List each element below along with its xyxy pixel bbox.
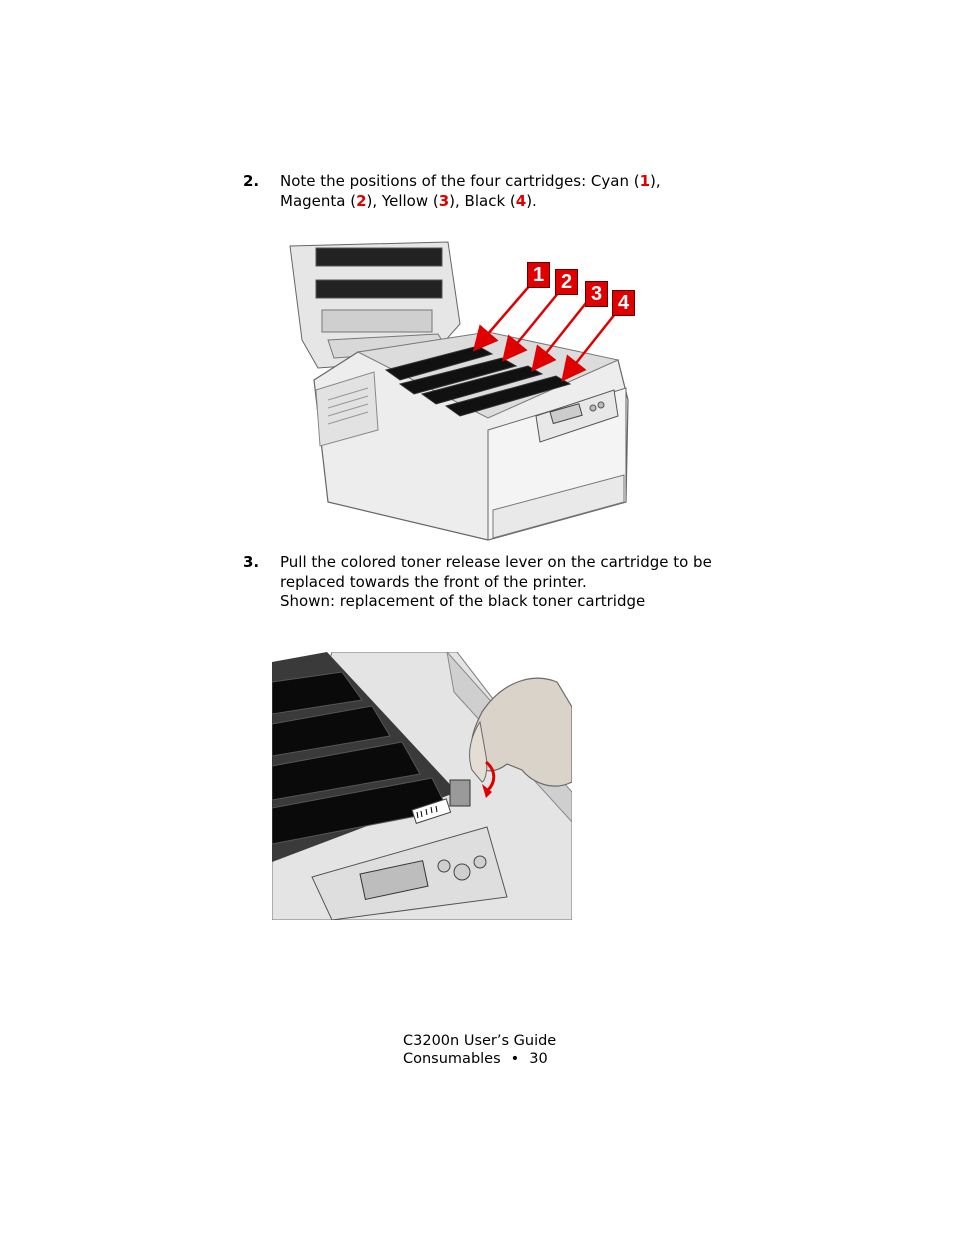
step-number: 3. <box>243 553 260 571</box>
step-2-line-1 <box>280 172 760 192</box>
callout-1: 1 <box>527 262 550 288</box>
printer-cartridges-figure <box>288 240 633 542</box>
page-footer <box>403 1032 556 1068</box>
step-3-line-1: Pull the colored toner release lever on the cartridge to be <box>280 553 712 571</box>
toner-release-illustration <box>272 652 572 920</box>
printer-cartridges-illustration <box>288 240 633 542</box>
section-name: Consumables <box>403 1051 501 1067</box>
page-number: 30 <box>529 1051 548 1067</box>
cyan-number: 1 <box>639 172 651 190</box>
text-segment: ), <box>650 172 661 190</box>
step-2-line-2 <box>280 192 760 212</box>
footer-section-line <box>403 1050 556 1068</box>
text-segment: ). <box>526 191 537 210</box>
text-segment: Magenta ( <box>280 191 357 210</box>
step-3-line-3: Shown: replacement of the black toner cartridge <box>280 592 646 610</box>
callout-4: 4 <box>612 290 635 316</box>
magenta-number: 2 <box>356 191 367 210</box>
step-3-text <box>280 553 760 612</box>
callout-3: 3 <box>585 281 608 307</box>
footer-bullet: • <box>510 1051 520 1067</box>
toner-release-figure <box>272 652 572 920</box>
step-number: 2. <box>243 172 260 190</box>
text-segment: ), Black ( <box>449 191 516 210</box>
black-number: 4 <box>515 191 527 210</box>
text-segment: Note the positions of the four cartridges: Cyan ( <box>280 172 640 190</box>
yellow-number: 3 <box>438 191 450 210</box>
callout-2: 2 <box>555 269 578 295</box>
guide-title: C3200n User’s Guide <box>403 1033 557 1049</box>
step-2-text <box>280 172 760 211</box>
step-3-line-2: replaced towards the front of the printer. <box>280 572 587 591</box>
text-segment: ), Yellow ( <box>366 191 439 210</box>
